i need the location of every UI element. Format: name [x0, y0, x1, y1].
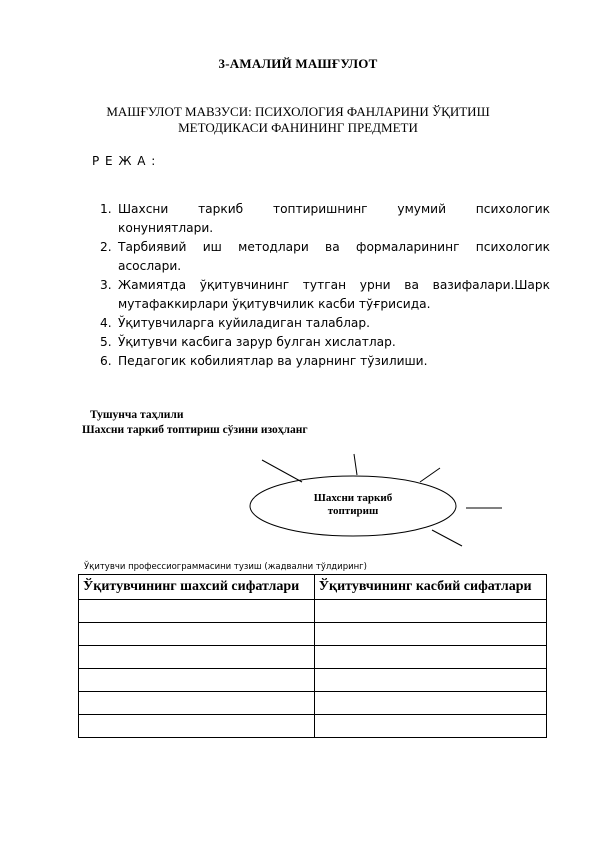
lesson-topic: [0, 104, 596, 136]
plan-item-number: 4.: [100, 316, 112, 330]
topic-line-2: МЕТОДИКАСИ ФАНИНИНГ ПРЕДМЕТИ: [178, 120, 418, 135]
table-cell[interactable]: [79, 600, 315, 623]
plan-item-number: 6.: [100, 354, 112, 368]
professiogram-table: [78, 574, 547, 738]
cluster-center-label-line-2: топтириш: [327, 505, 379, 517]
concept-analysis-title: Тушунча таҳлили: [90, 409, 184, 421]
plan-item-text: Жамиятда ўқитувчининг тутган урни ва вазифалари.Шарк: [118, 278, 550, 292]
page-title: 3-АМАЛИЙ МАШҒУЛОТ: [218, 56, 378, 71]
plan-item-text: Ўқитувчи касбига зарур булган хислатлар.: [118, 335, 396, 349]
plan-item-text-continued: конуниятлари.: [118, 221, 214, 235]
plan-item-number: 1.: [100, 202, 112, 216]
table-cell[interactable]: [314, 646, 546, 669]
plan-item: [100, 200, 550, 238]
table-cell[interactable]: [314, 600, 546, 623]
plan-item-text: Тарбиявий иш методлари ва формаларининг психологик: [118, 240, 550, 254]
plan-item-number: 5.: [100, 335, 112, 349]
table-cell[interactable]: [79, 646, 315, 669]
table-cell[interactable]: [314, 692, 546, 715]
table-row: [79, 623, 547, 646]
table-row: [79, 692, 547, 715]
cluster-spoke-line: [420, 468, 440, 482]
table-cell[interactable]: [314, 669, 546, 692]
column-header-professional-qualities: Ўқитувчининг касбий сифатлари: [314, 575, 546, 600]
plan-item-text: Шахсни таркиб топтиришнинг умумий психологик: [118, 202, 550, 216]
plan-item-text: Педагогик кобилиятлар ва уларнинг тўзилиши.: [118, 354, 428, 368]
plan-item: [100, 276, 550, 314]
cluster-spoke-line: [354, 454, 357, 475]
table-caption: Ўқитувчи профессиограммасини тузиш (жадвални тўлдиринг): [84, 562, 367, 572]
cluster-spoke-line: [432, 530, 462, 546]
plan-item-text-continued: мутафаккирлари ўқитувчилик касби тўғрисида.: [118, 297, 431, 311]
topic-line-1: МАШҒУЛОТ МАВЗУСИ: ПСИХОЛОГИЯ ФАНЛАРИНИ ЎҚИТИШ: [106, 104, 490, 119]
table-row: [79, 600, 547, 623]
table-cell[interactable]: [79, 692, 315, 715]
plan-item: [100, 352, 550, 371]
table-cell[interactable]: [314, 715, 546, 738]
plan-item-number: 2.: [100, 240, 112, 254]
table-header-row: [79, 575, 547, 600]
plan-item-text: Ўқитувчиларга куйиладиган талаблар.: [118, 316, 371, 330]
table-cell[interactable]: [79, 623, 315, 646]
table-row: [79, 646, 547, 669]
plan-heading: Р Е Ж А :: [92, 154, 157, 168]
plan-item-number: 3.: [100, 278, 112, 292]
plan-item: [100, 314, 550, 333]
table-row: [79, 669, 547, 692]
table-cell[interactable]: [79, 669, 315, 692]
table-cell[interactable]: [79, 715, 315, 738]
plan-list: [100, 200, 550, 371]
cluster-spoke-line: [262, 460, 302, 482]
plan-item: [100, 333, 550, 352]
table-row: [79, 715, 547, 738]
cluster-center-label-line-1: Шахсни таркиб: [313, 492, 393, 504]
plan-item-text-continued: асослари.: [118, 259, 182, 273]
plan-item: [100, 238, 550, 276]
cluster-center-label: [252, 492, 454, 518]
table-cell[interactable]: [314, 623, 546, 646]
column-header-personal-qualities: Ўқитувчининг шахсий сифатлари: [79, 575, 315, 600]
concept-analysis-task: Шахсни таркиб топтириш сўзини изоҳланг: [82, 424, 308, 436]
